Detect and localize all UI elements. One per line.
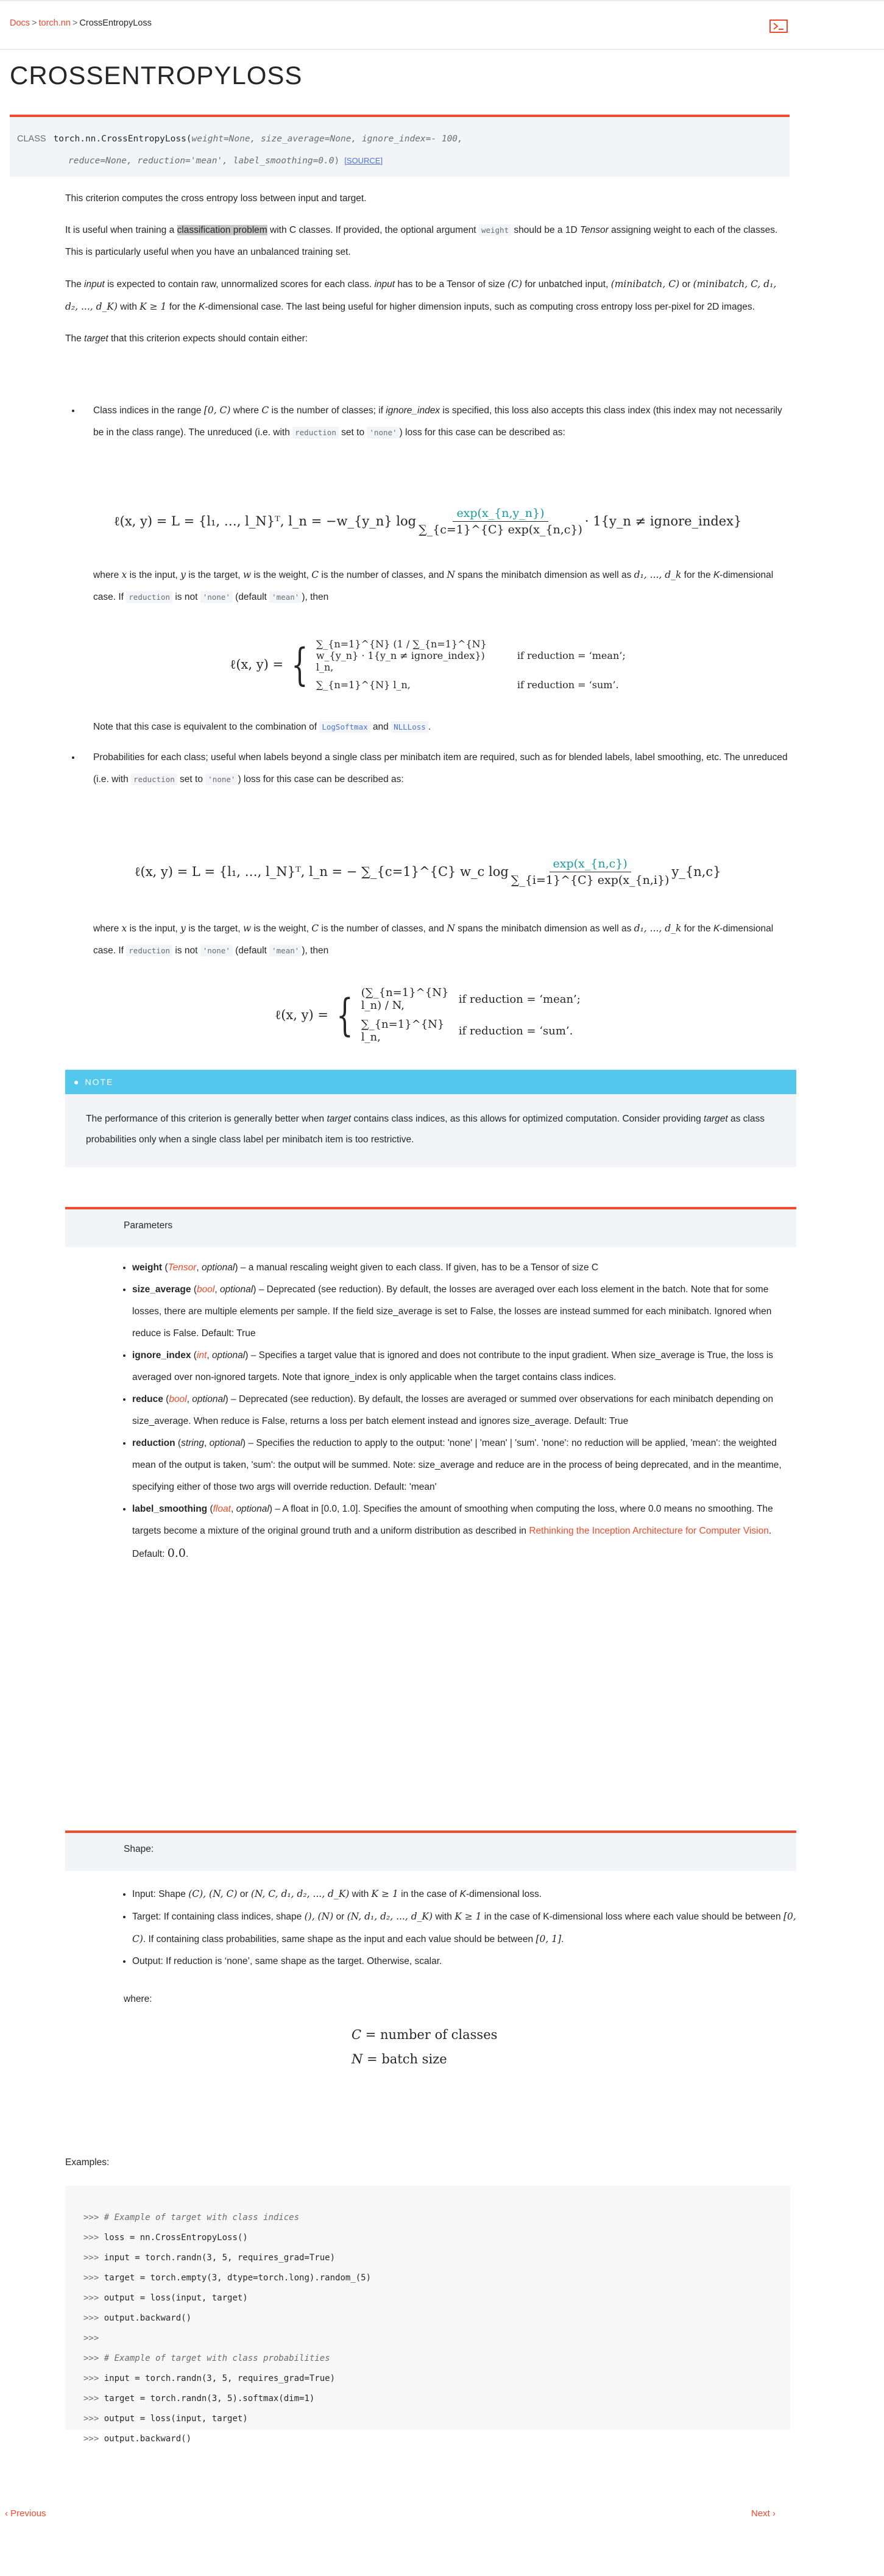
breadcrumb-torch-nn[interactable]: torch.nn [38,18,71,28]
list-item: • Probabilities for each class; useful when labels beyond a single class per minibatch item are required, such as for blended labels, label smoothing, etc. The unreduced (i.e. with reduction set to 'none' ) loss for this case can be described as: [81,747,790,791]
class-signature [10,115,790,177]
breadcrumb-separator: > [72,18,78,28]
chevron-right-icon: › [769,2508,776,2519]
formula-unreduced-probabilities: ℓ(x, y) = L = {l₁, …, l_N}ᵀ, l_n = − ∑_{c=1}^{C} w_c log $\frac{\exp(x\_\{n,c\})}{\sum\_\{i=1\}\^{}\{C\} \exp(x\_\{n,i\})}$ y_{n,c} [134,856,721,887]
code-example[interactable] [65,2186,790,2444]
next-link[interactable]: Next › [751,2508,776,2519]
code-line: >>> output.backward() [83,2313,192,2323]
shape-definitions: C = number of classes N = batch size [352,2027,498,2066]
code-line: >>> output = loss(input, target) [83,2293,248,2303]
page-title: CROSSENTROPYLOSS [10,61,303,90]
breadcrumb-current: CrossEntropyLoss [79,18,152,28]
terminal-icon [772,22,785,30]
code-line: >>> input = torch.randn(3, 5, requires_grad=True) [83,2374,336,2383]
shape-where: where: [124,1994,152,2004]
param-reduction: • reduction (string, optional) – Specifies the reduction to apply to the output: 'none' | 'mean' | 'sum'. 'none': no reduction will be applied, 'mean': the weighted mean of the output is taken, 'sum': the output will be summed. Note: size_average and reduce are in the process of being deprecated, and in the meantime, specifying either of those two args will override reduction. Default: 'mean' [132,1432,796,1498]
parameters-section [65,1207,796,1565]
signature-args-2: reduce=None, reduction='mean', label_smoothing=0.0 [68,156,334,166]
intro-paragraph-4: The target that this criterion expects should contain either: [65,333,308,344]
formula-reduced-probabilities: ℓ(x, y) = { (∑_{n=1}^{N} l_n) / N, if reduction = ‘mean’; ∑_{n=1}^{N} l_n, if reduction = ‘sum’. [275,986,581,1044]
shape-target: • Target: If containing class indices, shape (), (N) or (N, d₁, d₂, ..., d_K) with K ≥ 1 in the case of K-dimensional loss where each value should be between [0, C). If containing class probabilities, same shape as the input and each value should be between [0, 1]. [132,1905,796,1951]
shape-section [65,1831,796,2071]
note-title: NOTE [85,1077,114,1087]
inline-code: 'none' [367,427,399,438]
breadcrumb-docs[interactable]: Docs [10,18,30,28]
breadcrumb [10,18,152,28]
source-link[interactable]: [SOURCE] [344,156,383,165]
formula-unreduced-indices: ℓ(x, y) = L = {l₁, …, l_N}ᵀ, l_n = −w_{y_n} log $\frac{\exp(x\_\{n,y\_n\})}{\sum\_\{c=1\}\^{}\{C\} \exp(x\_\{n,c\})}$ · 1{y_n ≠ ignore_index} [113,506,742,536]
shape-input: • Input: Shape (C), (N, C) or (N, C, d₁, d₂, ..., d_K) with K ≥ 1 in the case of K-dimensional loss. [132,1883,796,1905]
signature-args-1: weight=None, size_average=None, ignore_index=- 100, [191,134,463,144]
case-class-indices [65,399,790,444]
note-body: The performance of this criterion is generally better when target contains class indices, as this allows for optimized computation. Consider providing target as class probabilities only when a single class label per minibatch item is too restrictive. [65,1094,796,1167]
code-line: >>> input = torch.randn(3, 5, requires_grad=True) [83,2253,336,2263]
param-weight: • weight (Tensor, optional) – a manual rescaling weight given to each class. If given, has to be a Tensor of size C [132,1257,796,1279]
case1-note: Note that this case is equivalent to the combination of LogSoftmax and NLLLoss . [93,722,431,732]
intro-paragraph-1: This criterion computes the cross entropy loss between input and target. [65,193,367,204]
code-line: >>> [83,2333,99,2343]
chevron-left-icon: ‹ [5,2508,11,2519]
examples-section [65,2152,790,2444]
signature-close: ) [334,156,340,166]
param-reduce: • reduce (bool, optional) – Deprecated (see reduction). By default, the losses are averaged or summed over observations for each minibatch depending on size_average. When reduce is False, returns a loss per batch element instead and ignores size_average. Default: True [132,1389,796,1432]
note-header [65,1070,796,1094]
code-line: >>> target = torch.randn(3, 5).softmax(dim=1) [83,2394,315,2403]
math: (C) [507,279,523,290]
top-bar [0,0,884,50]
class-name: torch.nn.CrossEntropyLoss( [53,134,192,144]
note-admonition [65,1070,796,1167]
case2-where-text: where x is the input, y is the target, w is the weight, C is the number of classes, and N spans the minibatch dimension as well as d₁, ..., d_k for the K-dimensional case. If reduction is not 'none' (default 'mean' ), then [93,923,774,956]
code-line: >>> output = loss(input, target) [83,2414,248,2424]
run-in-terminal-button[interactable] [769,20,788,33]
code-line: >>> output.backward() [83,2434,192,2444]
case1-where-text: where x is the input, y is the target, w is the weight, C is the number of classes, and N spans the minibatch dimension as well as d₁, ..., d_k for the K-dimensional case. If reduction is not 'none' (default 'mean' ), then [93,569,774,602]
previous-link[interactable]: ‹ Previous [5,2508,46,2519]
math: K ≥ 1 [140,301,167,312]
code-line: >>> loss = nn.CrossEntropyLoss() [83,2233,248,2243]
code-line: >>> # Example of target with class indices [83,2213,300,2222]
class-label: CLASS [17,134,46,144]
intro-paragraph-2: It is useful when training a classification problem with C classes. If provided, the optional argument weight should be a 1D Tensor assigning weight to each of the classes. This is particularly useful when you have an unbalanced training set. [65,225,778,257]
case-class-probabilities [65,747,790,791]
highlighted-text: classification problem [177,225,267,235]
examples-heading: Examples: [65,2157,110,2168]
math: (minibatch, C) [610,279,680,290]
inline-code: reduction [292,427,339,438]
list-item: • Class indices in the range [0, C) where C is the number of classes; if ignore_index is specified, this loss also accepts this class index (this index may not necessarily be in the class range). The unreduced (i.e. with reduction set to 'none' ) loss for this case can be described as: [81,399,790,444]
formula-reduced-indices: ℓ(x, y) = { ∑_{n=1}^{N} (1 / ∑_{n=1}^{N} w_{y_n} · 1{y_n ≠ ignore_index}) l_n, if reduction = ‘mean’; ∑_{n=1}^{N} l_n, if reduction = ‘sum’. [230,638,626,691]
shape-output: • Output: If reduction is ‘none’, same shape as the target. Otherwise, scalar. [132,1951,796,1973]
shape-heading: Shape: [65,1831,796,1871]
param-ignore-index: • ignore_index (int, optional) – Specifies a target value that is ignored and does not contribute to the input gradient. When size_average is True, the loss is averaged over non-ignored targets. Note that ignore_index is only applicable when the target contains class indices. [132,1345,796,1389]
param-label-smoothing: • label_smoothing (float, optional) – A float in [0.0, 1.0]. Specifies the amount of smoothing when computing the loss, where 0.0 means no smoothing. The targets become a mixture of the original ground truth and a uniform distribution as described in Rethinking the Inception Architecture for Computer Vision. Default: 0.0. [132,1498,796,1565]
math: (minibatch, C, d₁, d₂, ..., d_K) [65,279,777,312]
logsoftmax-link[interactable]: LogSoftmax [319,721,370,733]
breadcrumb-separator: > [32,18,37,28]
inception-paper-link[interactable]: Rethinking the Inception Architecture for Computer Vision [529,1526,769,1536]
inline-code: weight [479,224,511,236]
code-line: >>> target = torch.empty(3, dtype=torch.long).random_(5) [83,2273,372,2283]
param-size-average: • size_average (bool, optional) – Deprecated (see reduction). By default, the losses are averaged over each loss element in the batch. Note that for some losses, there are multiple elements per sample. If the field size_average is set to False, the losses are instead summed for each minibatch. Ignored when reduce is False. Default: True [132,1279,796,1345]
nllloss-link[interactable]: NLLLoss [391,721,428,733]
bullet-icon: ● [74,1077,80,1087]
intro-section [65,188,790,350]
intro-paragraph-3: The input is expected to contain raw, unnormalized scores for each class. input has to be a Tensor of size (C) for unbatched input, (minibatch, C) or (minibatch, C, d₁, d₂, ..., d_K) with K ≥ 1 for the K-dimensional case. The last being useful for higher dimension inputs, such as computing cross entropy loss per-pixel for 2D images. [65,279,777,312]
code-line: >>> # Example of target with class probabilities [83,2354,330,2363]
parameters-heading: Parameters [65,1207,796,1247]
